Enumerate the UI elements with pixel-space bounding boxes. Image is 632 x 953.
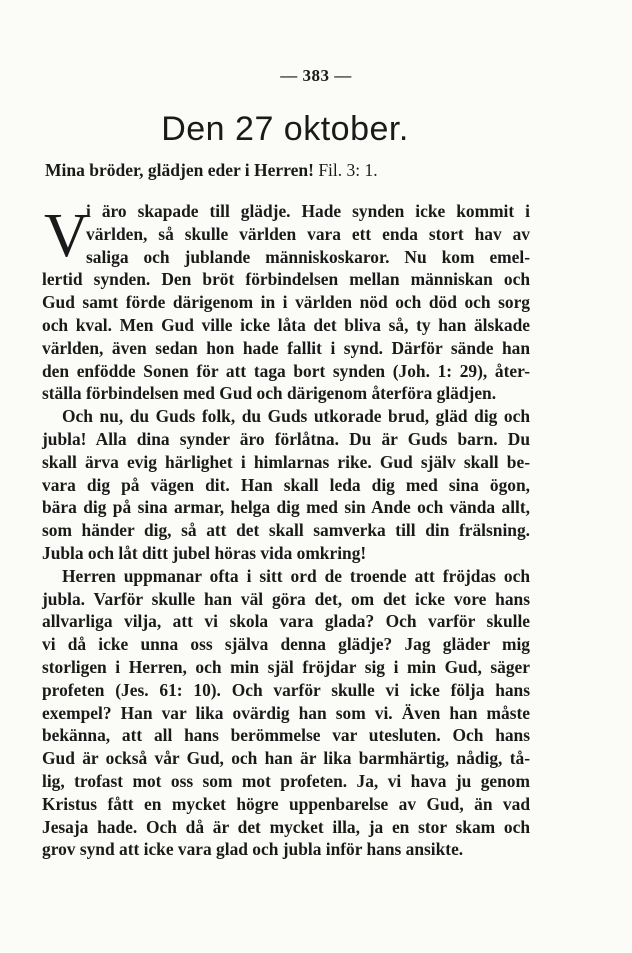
text-line: Kristus fått en mycket högre uppenbarelse av Gud, än vad: [42, 793, 530, 814]
text-line: lertid synden. Den bröt förbindelsen mellan människan och: [42, 269, 530, 290]
text-line: Jesaja hade. Och då är det mycket illa, ja en stor skam och: [42, 816, 530, 837]
text-line: världen, så skulle världen vara ett enda stort hav av: [86, 223, 530, 244]
verse-text: Mina bröder, glädjen eder i Herren!: [45, 160, 314, 180]
text-line: allvarliga vilja, att vi skola vara glada? Och varför skulle: [42, 611, 530, 632]
text-line: saliga och jublande människoskaror. Nu kom emel-: [86, 246, 530, 267]
page-title: Den 27 oktober.: [161, 110, 409, 148]
text-line: exempel? Han var lika ovärdig han som vi. Även han måste: [42, 702, 530, 723]
text-line: jubla. Varför skulle han väl göra det, om det icke vore hans: [42, 588, 530, 609]
text-line: Herren uppmanar ofta i sitt ord de troende att fröjdas och: [62, 565, 530, 586]
drop-cap: V: [44, 202, 89, 270]
paragraph: [42, 200, 530, 405]
text-line: bära dig på sina armar, helga dig med sin Ande och vända allt,: [42, 497, 530, 518]
text-line: vara dig på vägen dit. Han skall leda dig med sina ögon,: [42, 474, 530, 495]
text-line: grov synd att icke vara glad och jubla inför hans ansikte.: [42, 839, 464, 860]
text-line: Gud samt förde därigenom in i världen nöd och död och sorg: [42, 292, 530, 313]
paragraph: [42, 405, 530, 565]
body-text: [42, 200, 530, 861]
text-line: i äro skapade till glädje. Hade synden icke kommit i: [86, 201, 530, 221]
text-line: som händer dig, så att det skall samverka till din frälsning.: [42, 520, 530, 541]
scripture-verse: [45, 160, 585, 181]
text-line: världen, även sedan hon hade fallit i synd. Därför sände han: [42, 337, 530, 358]
text-line: och kval. Men Gud ville icke låta det bliva så, ty han älskade: [42, 314, 530, 335]
text-line: den enfödde Sonen för att taga bort synden (Joh. 1: 29), åter-: [42, 360, 530, 381]
text-line: Gud är också vår Gud, och han är lika barmhärtig, nådig, tå-: [42, 748, 530, 769]
verse-reference: Fil. 3: 1.: [318, 160, 378, 180]
text-line: Jubla och låt ditt jubel höras vida omkring!: [42, 542, 367, 563]
text-line: lig, trofast mot oss som mot profeten. Ja, vi hava ju genom: [42, 770, 530, 791]
text-line: ställa förbindelsen med Gud och därigenom återföra glädjen.: [42, 383, 497, 404]
text-line: bekänna, att all hans berömmelse var utesluten. Och hans: [42, 725, 530, 746]
text-line: storligen i Herren, och min själ fröjdar sig i min Gud, säger: [42, 656, 530, 677]
paragraph: [42, 565, 530, 861]
text-line: jubla! Alla dina synder äro förlåtna. Du är Guds barn. Du: [42, 428, 530, 449]
text-line: Och nu, du Guds folk, du Guds utkorade brud, gläd dig och: [62, 406, 530, 427]
page-number: — 383 —: [280, 66, 352, 85]
text-line: skall ärva evig härlighet i himlarnas rike. Gud själv skall be-: [42, 451, 530, 472]
text-line: profeten (Jes. 61: 10). Och varför skulle vi icke följa hans: [42, 679, 530, 700]
text-line: vi då icke unna oss själva denna glädje? Jag gläder mig: [42, 634, 530, 655]
